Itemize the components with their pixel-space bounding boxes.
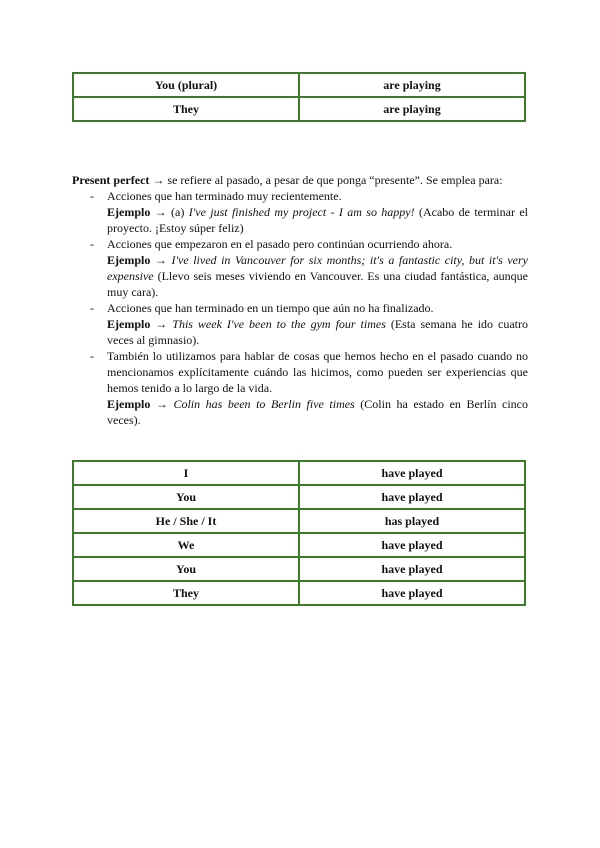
subject-cell: You [73,485,299,509]
present-perfect-table [72,460,526,606]
example-label: Ejemplo → [107,205,167,219]
example-prefix: (a) [166,205,189,219]
table-row [73,557,525,581]
example-translation: (Colin ha estado en Berlín cinco veces). [107,397,528,427]
point-text: También lo utilizamos para hablar de cosas que hemos hecho en el pasado cuando no mencionamos explícitamente cuándo las hicimos, como pueden ser experiencias que hemos tenido a lo largo de la vida. [107,349,528,395]
subject-cell: You (plural) [73,73,299,97]
dash-bullet: - [90,349,94,363]
subject-cell: I [73,461,299,485]
present-continuous-table [72,72,526,122]
verb-cell: has played [299,509,525,533]
example-translation: (Esta semana he ido cuatro veces al gimnasio). [107,317,528,347]
verb-cell: have played [299,485,525,509]
section-title: Present perfect [72,173,150,187]
table-row [73,485,525,509]
example-translation: (Llevo seis meses viviendo en Vancouver. Es una ciudad fantástica, aunque muy cara). [107,269,528,299]
verb-cell: have played [299,557,525,581]
example [107,204,528,236]
list-item [90,300,528,348]
subject-cell: They [73,97,299,121]
example-label: Ejemplo → [107,317,168,331]
table-row [73,461,525,485]
point-text: Acciones que han terminado en un tiempo que aún no ha finalizado. [107,301,434,315]
intro-text: → se refiere al pasado, a pesar de que ponga “presente”. Se emplea para: [149,173,503,187]
example-label: Ejemplo → [107,253,167,267]
list-item [90,188,528,236]
example-translation: (Acabo de terminar el proyecto. ¡Estoy súper feliz) [107,205,528,235]
verb-cell: are playing [299,73,525,97]
point-text: Acciones que empezaron en el pasado pero continúan ocurriendo ahora. [107,237,453,251]
dash-bullet: - [90,189,94,203]
example [107,316,528,348]
verb-cell: have played [299,533,525,557]
present-perfect-intro [72,172,528,188]
table-row [73,509,525,533]
example-sentence: I've lived in Vancouver for six months; it's a fantastic city, but it's very expensive [107,253,528,283]
subject-cell: He / She / It [73,509,299,533]
list-item [90,348,528,428]
example-sentence: Colin has been to Berlin five times [173,397,355,411]
verb-cell: are playing [299,97,525,121]
table-row [73,533,525,557]
dash-bullet: - [90,301,94,315]
verb-cell: have played [299,461,525,485]
example [107,252,528,300]
table-row [73,73,525,97]
point-text: Acciones que han terminado muy recientemente. [107,189,342,203]
usage-list [90,188,528,428]
example [107,396,528,428]
example-label: Ejemplo → [107,397,168,411]
list-item [90,236,528,300]
subject-cell: They [73,581,299,605]
subject-cell: You [73,557,299,581]
subject-cell: We [73,533,299,557]
dash-bullet: - [90,237,94,251]
example-sentence: I've just finished my project - I am so happy! [188,205,415,219]
verb-cell: have played [299,581,525,605]
example-sentence: This week I've been to the gym four times [172,317,386,331]
table-row [73,581,525,605]
table-row [73,97,525,121]
